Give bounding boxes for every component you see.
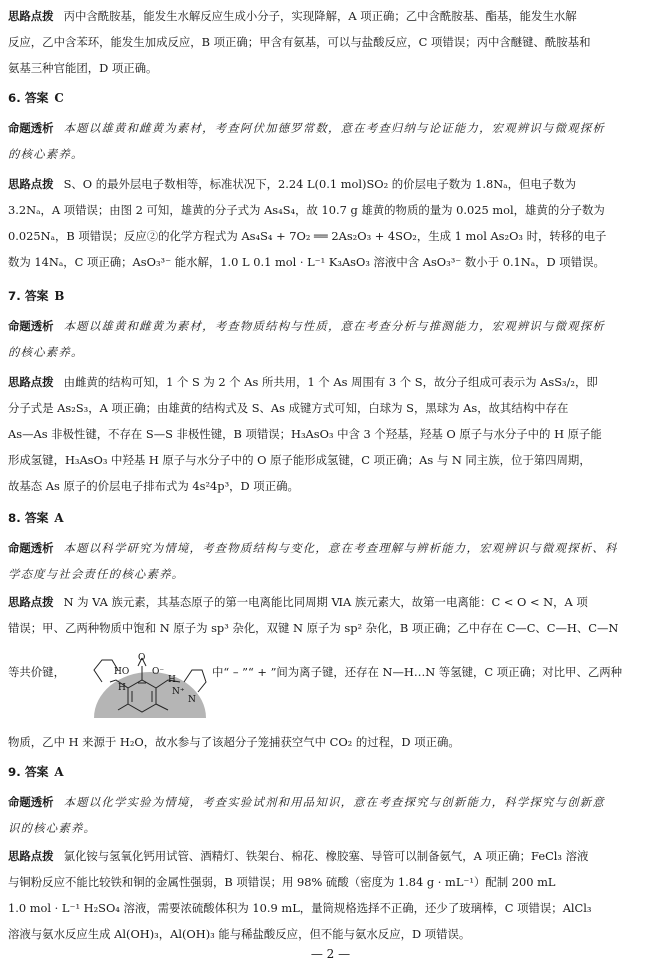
q5-idea-line2: 反应，乙中含苯环，能发生加成反应，B 项正确；甲含有氨基，可以与盐酸反应，C 项错误；丙中含醚键、酰胺基和	[8, 35, 591, 49]
structure-label-ho: HO	[114, 667, 130, 677]
analysis-label: 命题透析	[8, 319, 54, 333]
page-number: — 2 —	[310, 947, 351, 961]
q6-analysis-line1: 命题透析 本题以雄黄和雌黄为素材，考查阿伏加德罗常数，意在考查归纳与论证能力，宏观辨识与微观探析	[8, 121, 605, 135]
q6-idea-line2: 3.2Nₐ，A 项错误；由图 2 可知，雄黄的分子式为 As₄S₄，故 10.7 g 雄黄的物质的量为 0.025 mol，雄黄的分子数为	[8, 203, 605, 217]
structure-label-h-right: H	[168, 675, 176, 685]
structure-label-n-plus: N⁺	[172, 687, 185, 697]
idea-label: 思路点拨	[8, 849, 54, 863]
q5-idea-line1: 思路点拨 丙中含酰胺基，能发生水解反应生成小分子，实现降解，A 项正确；乙中含酰胺基、酯基，能发生水解	[8, 9, 577, 23]
q6-analysis-line2: 的核心素养。	[8, 147, 84, 161]
idea-label: 思路点拨	[8, 9, 54, 23]
q8-analysis-line1: 命题透析 本题以科学研究为情境，考查物质结构与变化，意在考查理解与辨析能力，宏观辨识与微观探析、科	[8, 541, 618, 555]
idea-label: 思路点拨	[8, 595, 54, 609]
analysis-label: 命题透析	[8, 121, 54, 135]
structure-label-n: N	[188, 695, 196, 705]
q6-idea-line4: 数为 14Nₐ，C 项正确；AsO₃³⁻ 能水解，1.0 L 0.1 mol · L⁻¹ K₃AsO₃ 溶液中含 AsO₃³⁻ 数小于 0.1Nₐ，D 项错误。	[8, 255, 605, 269]
q7-idea-line2: 分子式是 As₂S₃，A 项正确；由雄黄的结构式及 S、As 成键方式可知，白球为 S，黑球为 As，故其结构中存在	[8, 401, 569, 415]
q9-idea-line1: 思路点拨 氯化铵与氢氧化钙用试管、酒精灯、铁架台、棉花、橡胶塞、导管可以制备氨气，A 项正确；FeCl₃ 溶液	[8, 849, 589, 863]
q9-analysis-line1: 命题透析 本题以化学实验为情境，考查实验试剂和用品知识，意在考查探究与创新能力，科学探究与创新意	[8, 795, 605, 809]
q7-idea-line4: 形成氢键，H₃AsO₃ 中羟基 H 原子与水分子中的 O 原子能形成氢键，C 项正确；As 与 N 同主族，位于第四周期，	[8, 453, 591, 467]
idea-label: 思路点拨	[8, 177, 54, 191]
q9-heading: 9. 答案 A	[8, 765, 64, 779]
supramolecular-structure-figure	[88, 652, 210, 720]
structure-label-o: O	[138, 653, 146, 663]
q9-idea-line3: 1.0 mol · L⁻¹ H₂SO₄ 溶液，需要浓硫酸体积为 10.9 mL，量筒规格选择不正确，还少了玻璃棒，C 项错误；AlCl₃	[8, 901, 592, 915]
analysis-label: 命题透析	[8, 541, 54, 555]
q9-analysis-line2: 识的核心素养。	[8, 821, 97, 835]
q7-heading: 7. 答案 B	[8, 289, 65, 303]
q9-answer: A	[54, 765, 64, 779]
q8-idea-line4: 物质，乙中 H 来源于 H₂O，故水参与了该超分子笼捕获空气中 CO₂ 的过程，D 项正确。	[8, 735, 460, 749]
structure-label-h-left: H	[118, 683, 126, 693]
q5-idea-line3: 氨基三种官能团，D 项正确。	[8, 61, 158, 75]
analysis-label: 命题透析	[8, 795, 54, 809]
q8-idea-line2: 错误；甲、乙两种物质中饱和 N 原子为 sp³ 杂化，双键 N 原子为 sp² 杂化，B 项正确；乙中存在 C—C、C—H、C—N	[8, 621, 619, 635]
q9-idea-line4: 溶液与氨水反应生成 Al(OH)₃，Al(OH)₃ 能与稀盐酸反应，但不能与氨水反应，D 项错误。	[8, 927, 471, 941]
q6-heading: 6. 答案 C	[8, 91, 64, 105]
q7-idea-line3: As—As 非极性键，不存在 S—S 非极性键，B 项错误；H₃AsO₃ 中含 3 个羟基，羟基 O 原子与水分子中的 H 原子能	[8, 427, 602, 441]
q7-analysis-line2: 的核心素养。	[8, 345, 84, 359]
q8-analysis-line2: 学态度与社会责任的核心素养。	[8, 567, 185, 581]
structure-label-o-minus: O⁻	[152, 667, 165, 677]
idea-label: 思路点拨	[8, 375, 54, 389]
q7-idea-line1: 思路点拨 由雌黄的结构可知，1 个 S 为 2 个 As 所共用，1 个 As 周围有 3 个 S，故分子组成可表示为 AsS₃/₂，即	[8, 375, 598, 389]
q7-idea-line5: 故基态 As 原子的价层电子排布式为 4s²4p³，D 项正确。	[8, 479, 299, 493]
q7-analysis-line1: 命题透析 本题以雄黄和雌黄为素材，考查物质结构与性质，意在考查分析与推测能力，宏观辨识与微观探析	[8, 319, 605, 333]
q6-idea-line1: 思路点拨 S、O 的最外层电子数相等，标准状况下，2.24 L(0.1 mol)SO₂ 的价层电子数为 1.8Nₐ，但电子数为	[8, 177, 576, 191]
q6-answer: C	[54, 91, 64, 105]
q9-idea-line2: 与铜粉反应不能比较铁和铜的金属性强弱，B 项错误；用 98% 硫酸（密度为 1.84 g · mL⁻¹）配制 200 mL	[8, 875, 556, 889]
q8-answer: A	[54, 511, 64, 525]
q8-idea-line3-left: 等共价键，	[8, 665, 65, 679]
q8-idea-line1: 思路点拨 N 为 VA 族元素，其基态原子的第一电离能比同周期 ⅥA 族元素大，故第一电离能：C < O < N，A 项	[8, 595, 588, 609]
q6-idea-line3: 0.025Nₐ，B 项错误；反应②的化学方程式为 As₄S₄ + 7O₂ ══ 2As₂O₃ + 4SO₂，生成 1 mol As₂O₃ 时，转移的电子	[8, 229, 607, 243]
q8-idea-line3-right: 中“ – ”“ + ”间为离子键，还存在 N—H…N 等氢键，C 项正确；对比甲、乙两种	[212, 665, 623, 679]
q8-heading: 8. 答案 A	[8, 511, 64, 525]
q7-answer: B	[54, 289, 65, 303]
